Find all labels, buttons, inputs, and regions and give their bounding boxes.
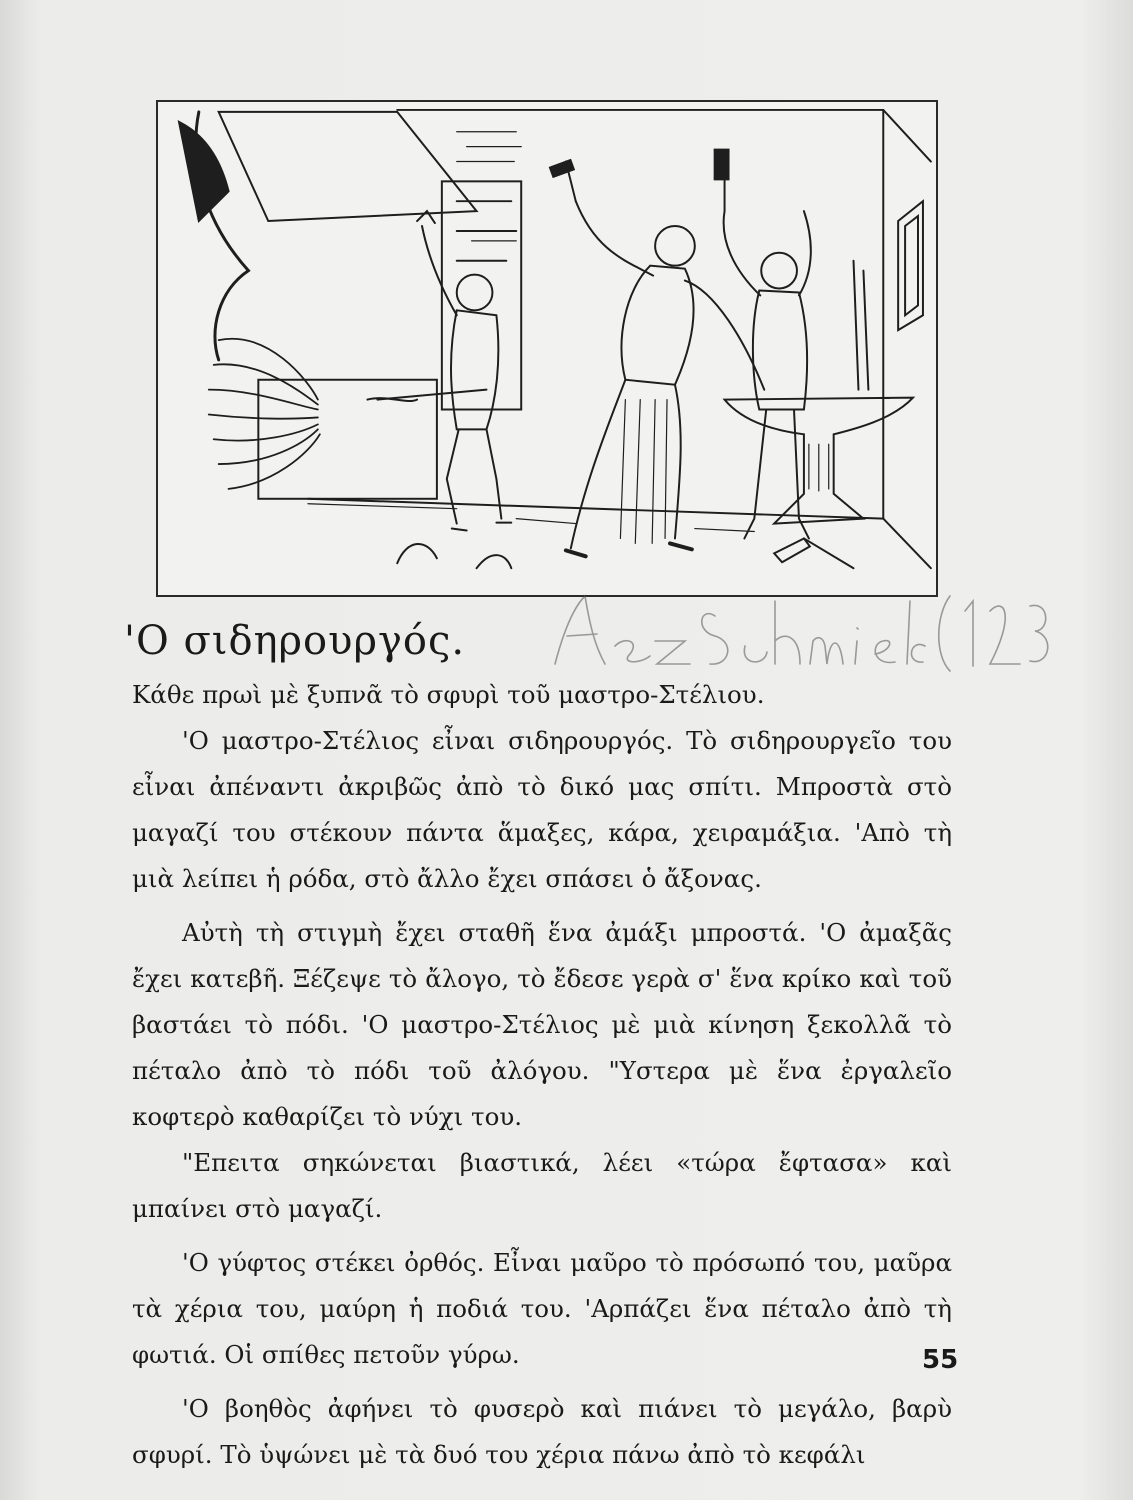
handwritten-note (545, 586, 1055, 674)
paragraph-1: Κάθε πρωὶ μὲ ξυπνᾶ τὸ σφυρὶ τοῦ μαστρο-Στέλιου. (132, 680, 765, 709)
paragraph-4: "Επειτα σηκώνεται βιαστικά, λέει «τώρα ἔφτασα» καὶ μπαίνει στὸ μαγαζί. (132, 1148, 952, 1223)
body-text (132, 672, 952, 1478)
blacksmith-illustration (156, 100, 938, 597)
paragraph-2: 'Ο μαστρο-Στέλιος εἶναι σιδηρουργός. Τὸ σιδηρουργεῖο του εἶναι ἀπέναντι ἀκριβῶς ἀπὸ τὸ δικό μας σπίτι. Μπροστὰ στὸ μαγαζί του στέκουν πάντα ἅμαξες, κάρα, χειραμάξια. 'Απὸ τὴ μιὰ λείπει ἡ ρόδα, στὸ ἄλλο ἔχει σπάσει ὁ ἄξονας. (132, 726, 952, 893)
paragraph-3: Αὐτὴ τὴ στιγμὴ ἔχει σταθῆ ἕνα ἀμάξι μπροστά. 'Ο ἀμαξᾶς ἔχει κατεβῆ. Ξέζεψε τὸ ἄλογο, τὸ ἔδεσε γερὰ σ' ἕνα κρίκο καὶ τοῦ βαστάει τὸ πόδι. 'Ο μαστρο-Στέλιος μὲ μιὰ κίνηση ξεκολλᾶ τὸ πέταλο ἀπὸ τὸ πόδι τοῦ ἀλόγου. "Υστερα μὲ ἕνα ἐργαλεῖο κοφτερὸ καθαρίζει τὸ νύχι του. (132, 918, 952, 1131)
paragraph-6: 'Ο βοηθὸς ἀφήνει τὸ φυσερὸ καὶ πιάνει τὸ μεγάλο, βαρὺ σφυρί. Τὸ ὑψώνει μὲ τὰ δυό του χέρια πάνω ἀπὸ τὸ κεφάλι (132, 1394, 952, 1469)
page-number: 55 (922, 1345, 959, 1375)
paragraph-5: 'Ο γύφτος στέκει ὀρθός. Εἶναι μαῦρο τὸ πρόσωπό του, μαῦρα τὰ χέρια του, μαύρη ἡ ποδιά του. 'Αρπάζει ἕνα πέταλο ἀπὸ τὴ φωτιά. Οἱ σπίθες πετοῦν γύρω. (132, 1248, 952, 1369)
page-title: 'Ο σιδηρουργός. (124, 618, 466, 664)
